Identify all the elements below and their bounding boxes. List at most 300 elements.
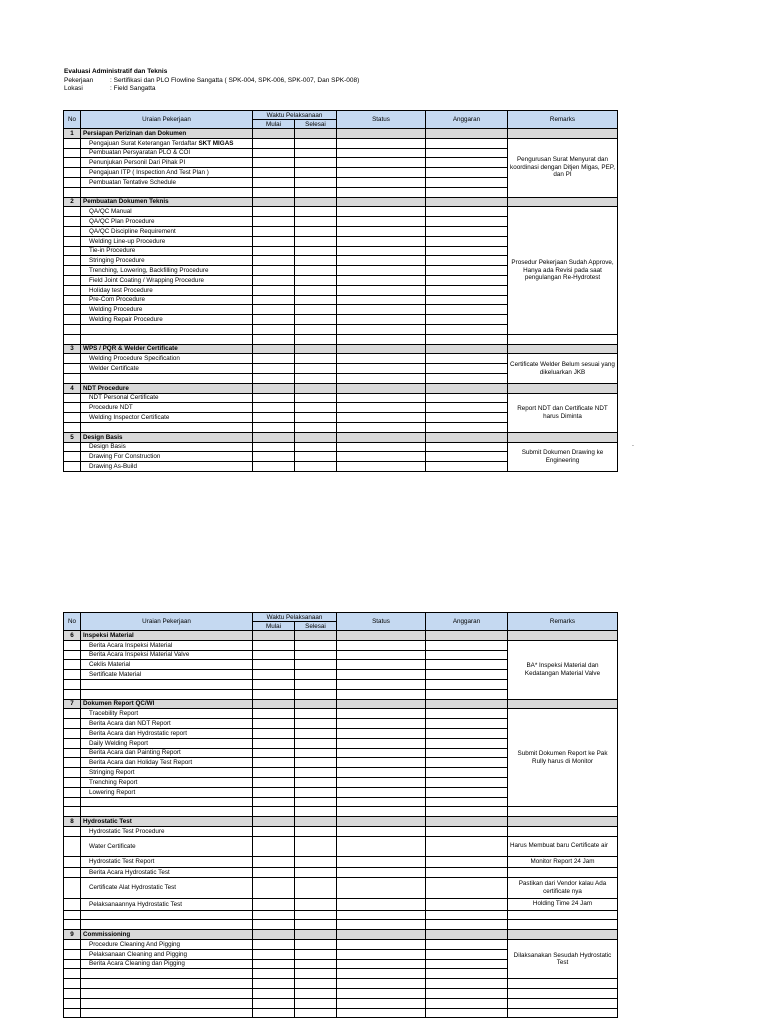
item-text: QA/QC Plan Procedure bbox=[89, 218, 155, 226]
empty-cell bbox=[253, 403, 295, 413]
empty-cell bbox=[337, 285, 426, 295]
empty-cell bbox=[426, 631, 508, 641]
item-label bbox=[81, 462, 253, 472]
empty-cell bbox=[253, 148, 295, 158]
empty-cell bbox=[295, 758, 337, 768]
empty-cell bbox=[337, 177, 426, 187]
empty-cell bbox=[295, 787, 337, 797]
row-number bbox=[64, 324, 81, 334]
empty-cell bbox=[253, 285, 295, 295]
empty-cell bbox=[426, 877, 508, 898]
empty-cell bbox=[508, 699, 618, 709]
empty-cell bbox=[426, 129, 508, 139]
remark-cell: Holding Time 24 Jam bbox=[508, 898, 618, 910]
row-number bbox=[64, 979, 81, 989]
table-row bbox=[64, 807, 618, 817]
empty-cell bbox=[295, 354, 337, 364]
item-text: Stringing Report bbox=[89, 769, 135, 777]
empty-cell bbox=[426, 207, 508, 217]
row-number bbox=[64, 709, 81, 719]
empty-cell bbox=[295, 158, 337, 168]
section-row bbox=[64, 344, 618, 354]
empty-cell bbox=[253, 187, 295, 197]
row-number bbox=[64, 315, 81, 325]
section-number: 3 bbox=[64, 344, 81, 354]
row-number bbox=[64, 650, 81, 660]
empty-cell bbox=[508, 383, 618, 393]
row-number bbox=[64, 158, 81, 168]
item-text: Berita Acara Inspeksi Material bbox=[89, 641, 173, 649]
empty-cell bbox=[253, 236, 295, 246]
row-number bbox=[64, 826, 81, 836]
empty-cell bbox=[253, 442, 295, 452]
empty-cell bbox=[426, 197, 508, 207]
header-status: Status bbox=[337, 111, 426, 129]
item-text: Trenching, Lowering, Backfilling Procedure bbox=[89, 267, 209, 275]
item-text: Welding Repair Procedure bbox=[89, 316, 163, 324]
remark-cell bbox=[508, 988, 618, 998]
empty-cell bbox=[295, 650, 337, 660]
table-row bbox=[64, 939, 618, 949]
item-label bbox=[81, 305, 253, 315]
empty-cell bbox=[295, 236, 337, 246]
item-label bbox=[81, 364, 253, 374]
item-label bbox=[81, 236, 253, 246]
row-number bbox=[64, 138, 81, 148]
empty-cell bbox=[426, 728, 508, 738]
table-row bbox=[64, 920, 618, 930]
item-label bbox=[81, 207, 253, 217]
section-number: 2 bbox=[64, 197, 81, 207]
empty-cell bbox=[295, 344, 337, 354]
empty-cell bbox=[426, 949, 508, 959]
row-number bbox=[64, 679, 81, 689]
empty-cell bbox=[295, 452, 337, 462]
empty-cell bbox=[337, 728, 426, 738]
remark-cell bbox=[508, 334, 618, 344]
table-header-row bbox=[64, 111, 618, 120]
empty-cell bbox=[426, 867, 508, 877]
empty-cell bbox=[253, 631, 295, 641]
item-text: Welder Certificate bbox=[89, 365, 139, 373]
empty-cell bbox=[337, 1008, 426, 1018]
item-label bbox=[81, 393, 253, 403]
empty-cell bbox=[253, 462, 295, 472]
header-selesai: Selesai bbox=[295, 120, 337, 129]
empty-cell bbox=[295, 867, 337, 877]
header-anggaran: Anggaran bbox=[426, 111, 508, 129]
row-number bbox=[64, 777, 81, 787]
remark-cell: Pastikan dari Vendor kalau Ada certificate nya bbox=[508, 877, 618, 898]
empty-cell bbox=[337, 877, 426, 898]
table-row bbox=[64, 138, 618, 148]
section-number: 7 bbox=[64, 699, 81, 709]
empty-cell bbox=[253, 719, 295, 729]
empty-cell bbox=[426, 177, 508, 187]
empty-cell bbox=[426, 777, 508, 787]
item-text: QA/QC Manual bbox=[89, 208, 132, 216]
empty-cell bbox=[253, 738, 295, 748]
empty-cell bbox=[426, 689, 508, 699]
empty-cell bbox=[253, 226, 295, 236]
row-number bbox=[64, 266, 81, 276]
empty-cell bbox=[337, 275, 426, 285]
item-label bbox=[81, 777, 253, 787]
empty-cell bbox=[337, 758, 426, 768]
item-text: Design Basis bbox=[89, 443, 126, 451]
section-number: 6 bbox=[64, 631, 81, 641]
empty-cell bbox=[253, 413, 295, 423]
empty-cell bbox=[337, 129, 426, 139]
item-label bbox=[81, 324, 253, 334]
item-label bbox=[81, 442, 253, 452]
empty-cell bbox=[426, 719, 508, 729]
section-title: Design Basis bbox=[81, 432, 253, 442]
empty-cell bbox=[253, 324, 295, 334]
empty-cell bbox=[295, 129, 337, 139]
empty-cell bbox=[253, 305, 295, 315]
item-text: Holiday test Procedure bbox=[89, 286, 153, 294]
item-label: Water Certificate bbox=[81, 836, 253, 856]
row-number bbox=[64, 275, 81, 285]
item-label bbox=[81, 709, 253, 719]
table-row bbox=[64, 826, 618, 836]
empty-cell bbox=[426, 768, 508, 778]
empty-cell bbox=[253, 797, 295, 807]
empty-cell bbox=[295, 939, 337, 949]
empty-cell bbox=[253, 640, 295, 650]
header-no: No bbox=[64, 613, 81, 631]
empty-cell bbox=[426, 452, 508, 462]
empty-cell bbox=[426, 998, 508, 1008]
empty-cell bbox=[426, 930, 508, 940]
row-number bbox=[64, 640, 81, 650]
empty-cell bbox=[426, 797, 508, 807]
empty-cell bbox=[337, 158, 426, 168]
item-text: Welding Inspector Certificate bbox=[89, 414, 170, 421]
empty-cell bbox=[426, 236, 508, 246]
item-text: Sertificate Material bbox=[89, 671, 142, 679]
empty-cell bbox=[253, 817, 295, 827]
empty-cell bbox=[426, 432, 508, 442]
empty-cell bbox=[337, 226, 426, 236]
empty-cell bbox=[253, 217, 295, 227]
row-number bbox=[64, 393, 81, 403]
remark-cell: Harus Membuat baru Certificate air bbox=[508, 836, 618, 856]
row-number bbox=[64, 1008, 81, 1018]
item-label bbox=[81, 640, 253, 650]
item-label bbox=[81, 920, 253, 930]
item-label bbox=[81, 148, 253, 158]
empty-cell bbox=[337, 910, 426, 920]
empty-cell bbox=[295, 988, 337, 998]
empty-cell bbox=[295, 226, 337, 236]
empty-cell bbox=[426, 738, 508, 748]
empty-cell bbox=[426, 315, 508, 325]
empty-cell bbox=[253, 344, 295, 354]
item-label bbox=[81, 413, 253, 423]
empty-cell bbox=[295, 817, 337, 827]
item-text: Drawing For Construction bbox=[89, 453, 161, 461]
item-label bbox=[81, 187, 253, 197]
empty-cell bbox=[253, 979, 295, 989]
item-label bbox=[81, 226, 253, 236]
item-text: Ceklis Material bbox=[89, 661, 131, 669]
empty-cell bbox=[253, 920, 295, 930]
row-number bbox=[64, 728, 81, 738]
empty-cell bbox=[295, 930, 337, 940]
empty-cell bbox=[337, 797, 426, 807]
item-text: Berita Acara Inspeksi Material Valve bbox=[89, 651, 190, 659]
item-text: Stringing Procedure bbox=[89, 257, 145, 265]
row-number bbox=[64, 442, 81, 452]
empty-cell bbox=[295, 266, 337, 276]
item-text: Welding Line-up Procedure bbox=[89, 237, 166, 245]
empty-cell bbox=[295, 442, 337, 452]
empty-cell bbox=[295, 462, 337, 472]
empty-cell bbox=[426, 939, 508, 949]
table-row bbox=[64, 998, 618, 1008]
item-label bbox=[81, 256, 253, 266]
empty-cell bbox=[426, 920, 508, 930]
pekerjaan-value: : Sertifikasi dan PLO Flowline Sangatta ( SPK-004, SPK-006, SPK-007, Dan SPK-008) bbox=[110, 76, 360, 84]
row-number bbox=[64, 988, 81, 998]
row-number bbox=[64, 807, 81, 817]
empty-cell bbox=[337, 768, 426, 778]
item-label bbox=[81, 373, 253, 383]
row-number bbox=[64, 939, 81, 949]
empty-cell bbox=[337, 969, 426, 979]
empty-cell bbox=[337, 344, 426, 354]
section-row bbox=[64, 817, 618, 827]
row-number bbox=[64, 168, 81, 178]
empty-cell bbox=[253, 1008, 295, 1018]
empty-cell bbox=[295, 807, 337, 817]
header-mulai: Mulai bbox=[253, 622, 295, 631]
item-text: Field Joint Coating / Wrapping Procedure bbox=[89, 276, 205, 284]
document-header bbox=[64, 68, 359, 94]
empty-cell bbox=[253, 354, 295, 364]
row-number bbox=[64, 462, 81, 472]
remark-cell: Submit Dokumen Report ke Pak Rully harus di Monitor bbox=[508, 709, 618, 807]
table-row bbox=[64, 442, 618, 452]
item-label bbox=[81, 315, 253, 325]
row-number bbox=[64, 920, 81, 930]
row-number bbox=[64, 403, 81, 413]
empty-cell bbox=[253, 197, 295, 207]
remark-cell: Certificate Welder Belum sesuai yang dikeluarkan JKB bbox=[508, 354, 618, 383]
item-label bbox=[81, 403, 253, 413]
row-number bbox=[64, 949, 81, 959]
empty-cell bbox=[508, 432, 618, 442]
table-row bbox=[64, 898, 618, 910]
empty-cell bbox=[426, 138, 508, 148]
empty-cell bbox=[337, 442, 426, 452]
item-label bbox=[81, 787, 253, 797]
item-label bbox=[81, 807, 253, 817]
header-status: Status bbox=[337, 613, 426, 631]
section-row bbox=[64, 432, 618, 442]
empty-cell bbox=[426, 334, 508, 344]
item-label bbox=[81, 422, 253, 432]
empty-cell bbox=[337, 988, 426, 998]
section-title: Pembuatan Dokumen Teknis bbox=[81, 197, 253, 207]
lokasi-label: Lokasi bbox=[64, 85, 83, 92]
empty-cell bbox=[253, 158, 295, 168]
empty-cell bbox=[508, 129, 618, 139]
empty-cell bbox=[426, 422, 508, 432]
item-label bbox=[81, 354, 253, 364]
empty-cell bbox=[253, 998, 295, 1008]
empty-cell bbox=[337, 836, 426, 856]
empty-cell bbox=[253, 670, 295, 680]
item-text: Pelaksanaan Cleaning and Pigging bbox=[89, 950, 188, 958]
empty-cell bbox=[253, 787, 295, 797]
evaluation-table-2 bbox=[63, 612, 618, 1018]
empty-cell bbox=[253, 709, 295, 719]
empty-cell bbox=[337, 998, 426, 1008]
table-header-row bbox=[64, 613, 618, 622]
empty-cell bbox=[337, 422, 426, 432]
empty-cell bbox=[426, 836, 508, 856]
empty-cell bbox=[426, 650, 508, 660]
table-row bbox=[64, 1008, 618, 1018]
item-label bbox=[81, 670, 253, 680]
empty-cell bbox=[426, 403, 508, 413]
empty-cell bbox=[253, 650, 295, 660]
empty-cell bbox=[426, 640, 508, 650]
empty-cell bbox=[337, 826, 426, 836]
empty-cell bbox=[295, 768, 337, 778]
empty-cell bbox=[295, 393, 337, 403]
empty-cell bbox=[295, 949, 337, 959]
empty-cell bbox=[295, 217, 337, 227]
section-number: 4 bbox=[64, 383, 81, 393]
table-row bbox=[64, 640, 618, 650]
empty-cell bbox=[253, 207, 295, 217]
empty-cell bbox=[426, 1008, 508, 1018]
empty-cell bbox=[295, 246, 337, 256]
empty-cell bbox=[426, 246, 508, 256]
empty-cell bbox=[253, 959, 295, 969]
item-label bbox=[81, 334, 253, 344]
item-label bbox=[81, 266, 253, 276]
section-number: 5 bbox=[64, 432, 81, 442]
empty-cell bbox=[337, 898, 426, 910]
table-row bbox=[64, 207, 618, 217]
empty-cell bbox=[295, 728, 337, 738]
header-uraian: Uraian Pekerjaan bbox=[81, 613, 253, 631]
empty-cell bbox=[426, 817, 508, 827]
row-number bbox=[64, 748, 81, 758]
row-number bbox=[64, 187, 81, 197]
table-row bbox=[64, 856, 618, 867]
table-row bbox=[64, 877, 618, 898]
empty-cell bbox=[295, 334, 337, 344]
empty-cell bbox=[337, 679, 426, 689]
item-text: Pembuatan Tentative Schedule bbox=[89, 178, 177, 186]
empty-cell bbox=[253, 315, 295, 325]
empty-cell bbox=[426, 168, 508, 178]
remark-cell bbox=[508, 867, 618, 877]
empty-cell bbox=[253, 373, 295, 383]
empty-cell bbox=[426, 898, 508, 910]
empty-cell bbox=[337, 383, 426, 393]
empty-cell bbox=[295, 373, 337, 383]
empty-cell bbox=[253, 383, 295, 393]
item-label bbox=[81, 939, 253, 949]
empty-cell bbox=[295, 383, 337, 393]
item-label bbox=[81, 719, 253, 729]
header-anggaran: Anggaran bbox=[426, 613, 508, 631]
empty-cell bbox=[337, 432, 426, 442]
empty-cell bbox=[337, 979, 426, 989]
empty-cell bbox=[337, 354, 426, 364]
header-remarks: Remarks bbox=[508, 111, 618, 129]
row-number bbox=[64, 898, 81, 910]
row-number bbox=[64, 285, 81, 295]
empty-cell bbox=[426, 709, 508, 719]
row-number bbox=[64, 660, 81, 670]
empty-cell bbox=[337, 187, 426, 197]
row-number bbox=[64, 207, 81, 217]
empty-cell bbox=[337, 373, 426, 383]
item-bold-text: SKT MIGAS bbox=[198, 139, 234, 147]
section-row bbox=[64, 930, 618, 940]
empty-cell bbox=[295, 979, 337, 989]
item-label bbox=[81, 168, 253, 178]
item-label bbox=[81, 689, 253, 699]
item-text: Berita Acara dan Painting Report bbox=[89, 749, 181, 757]
row-number bbox=[64, 217, 81, 227]
empty-cell bbox=[337, 959, 426, 969]
empty-cell bbox=[426, 856, 508, 867]
header-uraian: Uraian Pekerjaan bbox=[81, 111, 253, 129]
row-number bbox=[64, 373, 81, 383]
empty-cell bbox=[253, 856, 295, 867]
item-text: Tie-in Procedure bbox=[89, 247, 136, 255]
empty-cell bbox=[337, 631, 426, 641]
remark-cell bbox=[508, 979, 618, 989]
empty-cell bbox=[295, 315, 337, 325]
empty-cell bbox=[253, 393, 295, 403]
remark-cell: Pengurusan Surat Menyurat dan koordinasi dengan Ditjen Migas, PEP, dan PI bbox=[508, 138, 618, 197]
empty-cell bbox=[295, 1008, 337, 1018]
remark-cell bbox=[508, 910, 618, 920]
item-label bbox=[81, 660, 253, 670]
empty-cell bbox=[295, 138, 337, 148]
empty-cell bbox=[253, 748, 295, 758]
empty-cell bbox=[337, 393, 426, 403]
empty-cell bbox=[295, 910, 337, 920]
empty-cell bbox=[426, 344, 508, 354]
empty-cell bbox=[253, 295, 295, 305]
empty-cell bbox=[295, 285, 337, 295]
empty-cell bbox=[426, 969, 508, 979]
row-number bbox=[64, 998, 81, 1008]
empty-cell bbox=[337, 413, 426, 423]
section-row bbox=[64, 129, 618, 139]
empty-cell bbox=[426, 393, 508, 403]
empty-cell bbox=[508, 817, 618, 827]
empty-cell bbox=[337, 217, 426, 227]
item-label bbox=[81, 998, 253, 1008]
empty-cell bbox=[337, 650, 426, 660]
table-row bbox=[64, 393, 618, 403]
empty-cell bbox=[337, 670, 426, 680]
empty-cell bbox=[253, 266, 295, 276]
row-number bbox=[64, 364, 81, 374]
